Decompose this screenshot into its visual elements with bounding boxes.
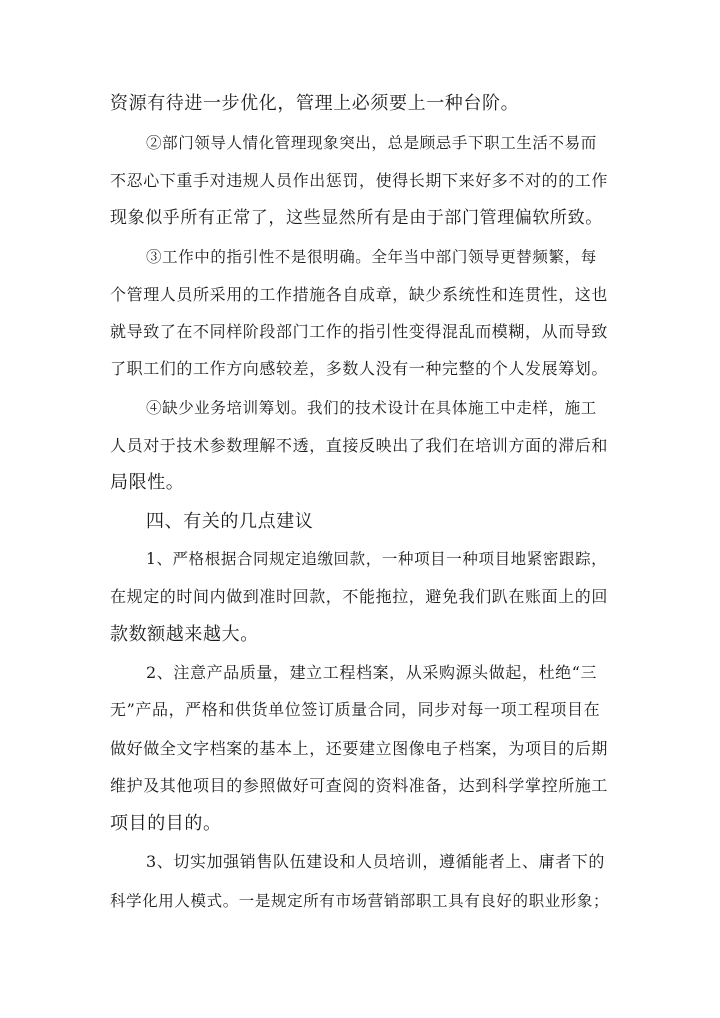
text-line: 无”产品，严格和供货单位签订质量合同，同步对每一项工程项目在 [110, 700, 601, 719]
text-line: 了职工们的工作方向感较差，多数人没有一种完整的个人发展筹划。 [110, 359, 609, 378]
text-line: 在规定的时间内做到准时回款，不能拖拉，避免我们趴在账面上的回 [110, 587, 609, 606]
text-line: 科学化用人模式。一是规定所有市场营销部职工具有良好的职业形象； [110, 892, 610, 910]
text-line: ④缺少业务培训筹划。我们的技术设计在具体施工中走样，施工 [146, 399, 597, 417]
text-line: 资源有待进一步优化，管理上必须要上一种台阶。 [110, 93, 520, 114]
text-line: 1、严格根据合同规定追缴回款，一种项目一种项目地紧密跟踪， [146, 550, 608, 568]
text-line: 3、切实加强销售队伍建设和人员培训，遵循能者上、庸者下的 [146, 852, 605, 871]
text-line: ③工作中的指引性不是很明确。全年当中部门领导更替频繁，每 [146, 248, 597, 266]
text-line: 做好做全文字档案的基本上，还要建立图像电子档案，为项目的后期 [110, 739, 609, 758]
section-heading: 四、有关的几点建议 [146, 511, 314, 532]
text-line: 项目的目的。 [110, 813, 222, 834]
text-line: 人员对于技术参数理解不透，直接反映出了我们在培训方面的滞后和 [110, 436, 609, 455]
text-line: 维护及其他项目的参照做好可查阅的资料准备，达到科学掌控所施工 [110, 776, 609, 795]
text-line: 局限性。 [110, 472, 185, 493]
text-line: 不忍心下重手对违规人员作出惩罚，使得长期下来好多不对的的工作 [110, 171, 609, 190]
text-line: 个管理人员所采用的工作措施各自成章，缺少系统性和连贯性，这也 [110, 285, 609, 304]
text-line: 就导致了在不同样阶段部门工作的指引性变得混乱而模糊，从而导致 [110, 322, 609, 341]
text-line: ②部门领导人情化管理现象突出，总是顾忌手下职工生活不易而 [146, 134, 597, 152]
text-line: 现象似乎所有正常了，这些显然所有是由于部门管理偏软所致。 [110, 208, 603, 228]
text-line: 款数额越来越大。 [110, 624, 259, 645]
text-line: 2、注意产品质量，建立工程档案，从采购源头做起，杜绝“三 [146, 663, 598, 682]
